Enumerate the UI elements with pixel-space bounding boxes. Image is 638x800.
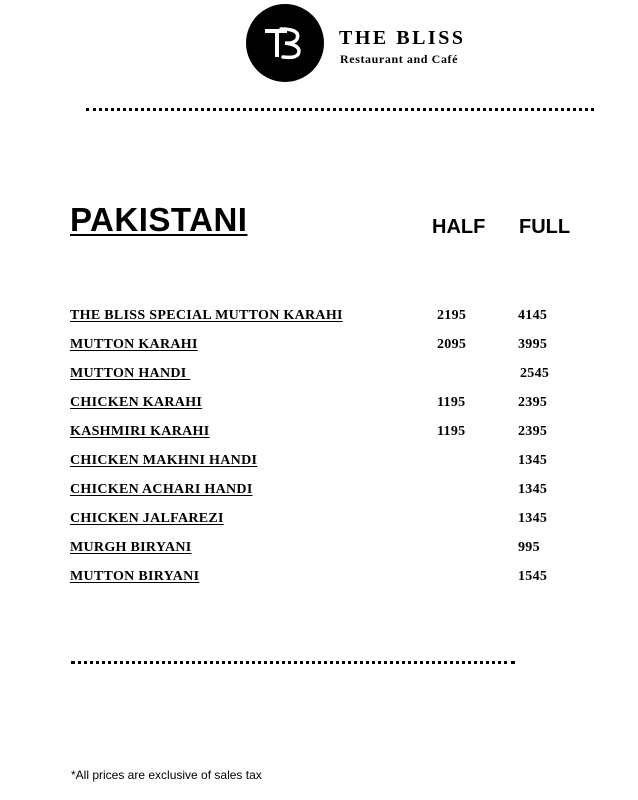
menu-item-name: MURGH BIRYANI <box>70 540 192 555</box>
half-price: 2195 <box>437 308 467 323</box>
tax-footnote: *All prices are exclusive of sales tax <box>71 768 262 782</box>
menu-item-row <box>0 366 638 388</box>
menu-item-name: MUTTON KARAHI <box>70 337 198 352</box>
full-price: 1345 <box>518 482 548 497</box>
menu-item-row <box>0 540 638 562</box>
section-title: PAKISTANI <box>70 201 248 238</box>
bottom-dotted-divider <box>71 661 515 664</box>
half-price: 1195 <box>437 424 466 439</box>
menu-item-row <box>0 453 638 475</box>
menu-item-row <box>0 569 638 591</box>
menu-item-row <box>0 424 638 446</box>
menu-item-row <box>0 395 638 417</box>
full-price: 1345 <box>518 453 548 468</box>
full-price: 2545 <box>520 366 550 381</box>
logo <box>246 4 324 82</box>
menu-item-name: MUTTON HANDI <box>70 366 191 381</box>
menu-item-row <box>0 337 638 359</box>
menu-item-name: THE BLISS SPECIAL MUTTON KARAHI <box>70 308 343 323</box>
full-price: 3995 <box>518 337 548 352</box>
brand-name: THE BLISS <box>339 27 466 49</box>
menu-item-name: CHICKEN ACHARI HANDI <box>70 482 253 497</box>
full-price: 2395 <box>518 424 548 439</box>
full-price: 995 <box>518 540 540 555</box>
menu-item-row <box>0 308 638 330</box>
full-price: 2395 <box>518 395 548 410</box>
full-column-header: FULL <box>519 216 571 238</box>
menu-item-name: KASHMIRI KARAHI <box>70 424 210 439</box>
menu-item-name: CHICKEN JALFAREZI <box>70 511 224 526</box>
tb-monogram-icon <box>257 15 313 71</box>
menu-item-name: CHICKEN KARAHI <box>70 395 203 410</box>
brand-tagline: Restaurant and Café <box>340 52 459 66</box>
full-price: 1545 <box>518 569 548 584</box>
full-price: 4145 <box>518 308 548 323</box>
top-dotted-divider <box>86 108 594 111</box>
half-column-header: HALF <box>432 216 486 238</box>
menu-item-name: CHICKEN MAKHNI HANDI <box>70 453 258 468</box>
menu-item-name: MUTTON BIRYANI <box>70 569 200 584</box>
full-price: 1345 <box>518 511 548 526</box>
menu-item-row <box>0 482 638 504</box>
half-price: 1195 <box>437 395 466 410</box>
half-price: 2095 <box>437 337 467 352</box>
menu-item-row <box>0 511 638 533</box>
